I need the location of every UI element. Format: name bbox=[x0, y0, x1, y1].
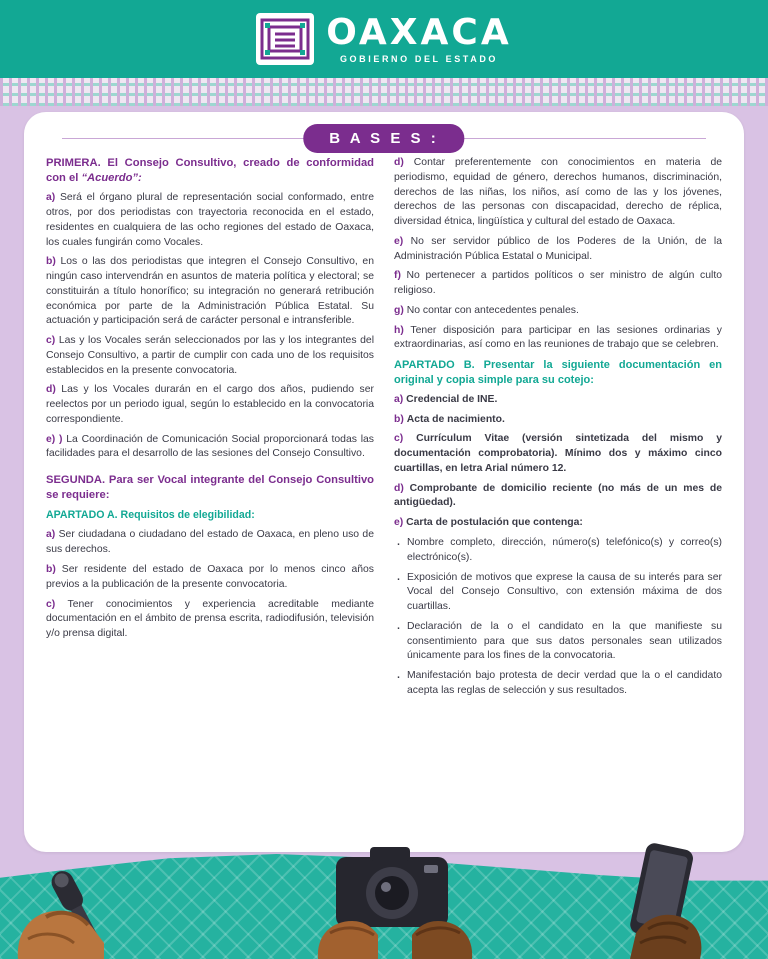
heading-segunda: SEGUNDA. Para ser Vocal integrante del Consejo Consultivo se requiere: bbox=[46, 474, 374, 502]
two-column-layout bbox=[46, 156, 722, 842]
item-text: No pertenecer a partidos políticos o ser ministro de algún culto religioso. bbox=[394, 270, 722, 297]
list-item bbox=[394, 393, 722, 408]
greek-key-pattern bbox=[0, 78, 768, 106]
brand-text bbox=[326, 11, 512, 64]
list-item bbox=[394, 432, 722, 476]
item-text: No contar con antecedentes penales. bbox=[406, 304, 579, 316]
right-column bbox=[394, 156, 722, 842]
item-label: c) bbox=[46, 598, 56, 610]
list-item bbox=[394, 413, 722, 428]
item-label: d) bbox=[394, 157, 404, 168]
heading-apartado-a: APARTADO A. Requisitos de elegibilidad: bbox=[46, 509, 255, 522]
list-item bbox=[394, 482, 722, 512]
item-label: e) ) bbox=[46, 433, 63, 445]
heading-primera-italic: “Acuerdo”: bbox=[81, 172, 142, 185]
list-item: · Declaración de la o el candidato en la que manifieste su consentimiento para que sus datos personales sean utilizados únicamente para los fines de la convocatoria. bbox=[407, 620, 722, 664]
item-label: b) bbox=[46, 256, 56, 268]
left-column bbox=[46, 156, 374, 842]
brand-subtitle: GOBIERNO DEL ESTADO bbox=[339, 53, 499, 64]
heading-primera-text: PRIMERA. El Consejo Consultivo, creado de conformidad con el bbox=[46, 157, 374, 185]
item-label: g) bbox=[394, 304, 404, 316]
greek-key-strip-top bbox=[0, 78, 768, 106]
list-item bbox=[46, 598, 374, 642]
item-text: Currículum Vitae (versión sintetizada del mismo y documentación comprobatoria). Mínimo dos y máximo cinco cuartillas, en letra Arial número 12. bbox=[394, 433, 723, 474]
item-label: c) bbox=[394, 433, 404, 445]
list-item: · Exposición de motivos que exprese la causa de su interés para ser Vocal del Consejo Consultivo, con extensión máxima de dos cuartillas. bbox=[407, 571, 722, 615]
list-item bbox=[46, 334, 374, 378]
hands-holding-camera-icon bbox=[300, 839, 490, 959]
item-text: Ser ciudadana o ciudadano del estado de Oaxaca, en pleno uso de sus derechos. bbox=[46, 529, 374, 556]
item-text: Los o las dos periodistas que integren el Consejo Consultivo, en ningún caso intervendrán en asuntos de materia política y electoral; se constituirán a título honorífico; su integración no generará retribución económica por parte de la Administración Pública Estatal. Su actuación y participación será de carácter personal e intransferible. bbox=[46, 256, 374, 327]
list-item bbox=[394, 269, 722, 299]
item-text: Carta de postulación que contenga: bbox=[406, 517, 583, 529]
list-item bbox=[46, 383, 374, 427]
item-label: h) bbox=[394, 324, 404, 336]
item-label: f) bbox=[394, 270, 401, 282]
brand-title: OAXACA bbox=[326, 11, 512, 53]
item-label: a) bbox=[394, 393, 404, 405]
item-label: e) bbox=[394, 235, 404, 247]
item-text: Ser residente del estado de Oaxaca por lo menos cinco años previos a la publicación de la presente convocatoria. bbox=[46, 564, 374, 590]
item-label: a) bbox=[46, 529, 56, 541]
list-item bbox=[46, 191, 374, 250]
list-item bbox=[46, 255, 374, 329]
hand-holding-smartphone-icon bbox=[588, 839, 738, 959]
list-item bbox=[46, 433, 374, 463]
bases-badge: B A S E S : bbox=[303, 124, 464, 153]
heading-primera bbox=[46, 156, 374, 186]
page-header bbox=[0, 0, 768, 78]
item-label: e) bbox=[394, 517, 404, 529]
item-text: Comprobante de domicilio reciente (no más de un mes de antigüedad). bbox=[394, 482, 722, 509]
bullet-list bbox=[394, 536, 722, 699]
item-text: Será el órgano plural de representación social conformado, entre otros, por dos periodistas con trayectoria reconocida en el estado, residentes en cualquiera de las ocho regiones del estado de Oaxaca, los cuales fungirán como Vocales. bbox=[46, 192, 375, 248]
brand-lockup bbox=[256, 13, 511, 65]
list-item bbox=[394, 304, 722, 319]
item-text: Contar preferentemente con conocimientos en materia de periodismo, equidad de género, derechos humanos, discriminación, derechos de las niñas, los niños, así como de las y los jóvenes, derechos de las personas con discapacidad, derecho de réplica, diversidad étnica, lingüística y cultural del estado de Oaxaca. bbox=[394, 157, 723, 228]
list-item bbox=[394, 324, 722, 354]
oaxaca-grecas-logo-icon bbox=[256, 13, 314, 65]
item-label: d) bbox=[46, 384, 56, 396]
heading-apartado-b: APARTADO B. Presentar la siguiente documentación en original y copia simple para su cotejo: bbox=[394, 359, 722, 387]
item-label: d) bbox=[394, 482, 404, 494]
item-text: No ser servidor público de los Poderes de la Unión, de la Administración Pública Estatal o Municipal. bbox=[394, 235, 722, 262]
item-label: b) bbox=[394, 413, 404, 425]
list-item bbox=[394, 516, 722, 531]
item-label: b) bbox=[46, 564, 56, 576]
item-text: Acta de nacimiento. bbox=[406, 413, 505, 425]
item-text: Tener conocimientos y experiencia acreditable mediante documentación en el ámbito de prensa escrita, radiodifusión, televisión y/o prensa digital. bbox=[46, 598, 374, 640]
list-item: · Manifestación bajo protesta de decir verdad que la o el candidato acepta las reglas de selección y sus resultados. bbox=[407, 669, 722, 699]
bases-card bbox=[24, 112, 744, 852]
hand-holding-microphone-icon bbox=[8, 839, 178, 959]
item-text: Las y los Vocales durarán en el cargo dos años, pudiendo ser reelectos por un periodo igual, según lo establecido en la convocatoria correspondiente. bbox=[46, 384, 374, 425]
item-text: La Coordinación de Comunicación Social proporcionará todas las facilidades para el desarrollo de las sesiones del Consejo Consultivo. bbox=[46, 433, 374, 460]
item-text: Tener disposición para participar en las sesiones ordinarias y extraordinarias, así como en las reuniones de trabajo que se celebren. bbox=[394, 324, 723, 351]
list-item bbox=[394, 235, 722, 265]
list-item: · Nombre completo, dirección, número(s) telefónico(s) y correo(s) electrónico(s). bbox=[407, 536, 722, 566]
item-label: a) bbox=[46, 192, 56, 204]
list-item bbox=[46, 563, 374, 593]
list-item bbox=[46, 528, 374, 558]
item-text: Las y los Vocales serán seleccionados por las y los integrantes del Consejo Consultivo, a partir de cumplir con cada uno de los requisitos establecidos en la presente convocatoria. bbox=[46, 335, 374, 376]
item-text: Credencial de INE. bbox=[406, 393, 498, 405]
item-label: c) bbox=[46, 335, 56, 347]
list-item bbox=[394, 156, 722, 230]
